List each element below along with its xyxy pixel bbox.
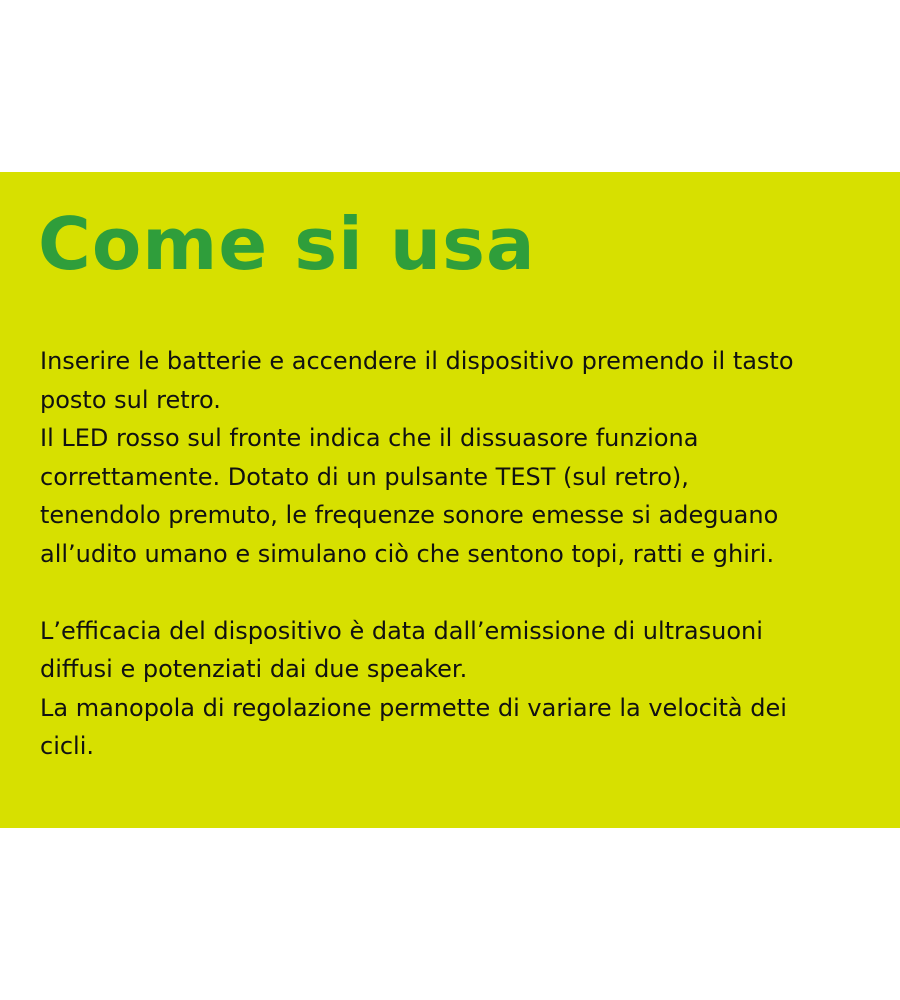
text-line: L’efficacia del dispositivo è data dall’emissione di ultrasuoni <box>40 616 763 645</box>
text-line: tenendolo premuto, le frequenze sonore emesse si adeguano <box>40 501 779 529</box>
text-line: diffusi e potenziati dai due speaker. <box>40 655 468 683</box>
text-line: Inserire le batterie e accendere il dispositivo premendo il tasto <box>40 347 794 375</box>
paragraph-usage <box>40 342 870 573</box>
section-title: Come si usa <box>38 202 536 286</box>
text-line: all’udito umano e simulano ciò che sentono topi, ratti e ghiri. <box>40 539 775 568</box>
paragraph-spacer <box>40 573 870 612</box>
text-line: posto sul retro. <box>40 385 221 414</box>
instructions-panel <box>0 172 900 828</box>
text-line: Il LED rosso sul fronte indica che il dissuasore funziona <box>40 424 699 452</box>
text-line: correttamente. Dotato di un pulsante TEST (sul retro), <box>40 462 689 491</box>
text-line: cicli. <box>40 732 95 760</box>
paragraph-efficacy <box>40 612 870 766</box>
instructions-body <box>40 342 870 766</box>
text-line: La manopola di regolazione permette di variare la velocità dei <box>40 693 787 722</box>
